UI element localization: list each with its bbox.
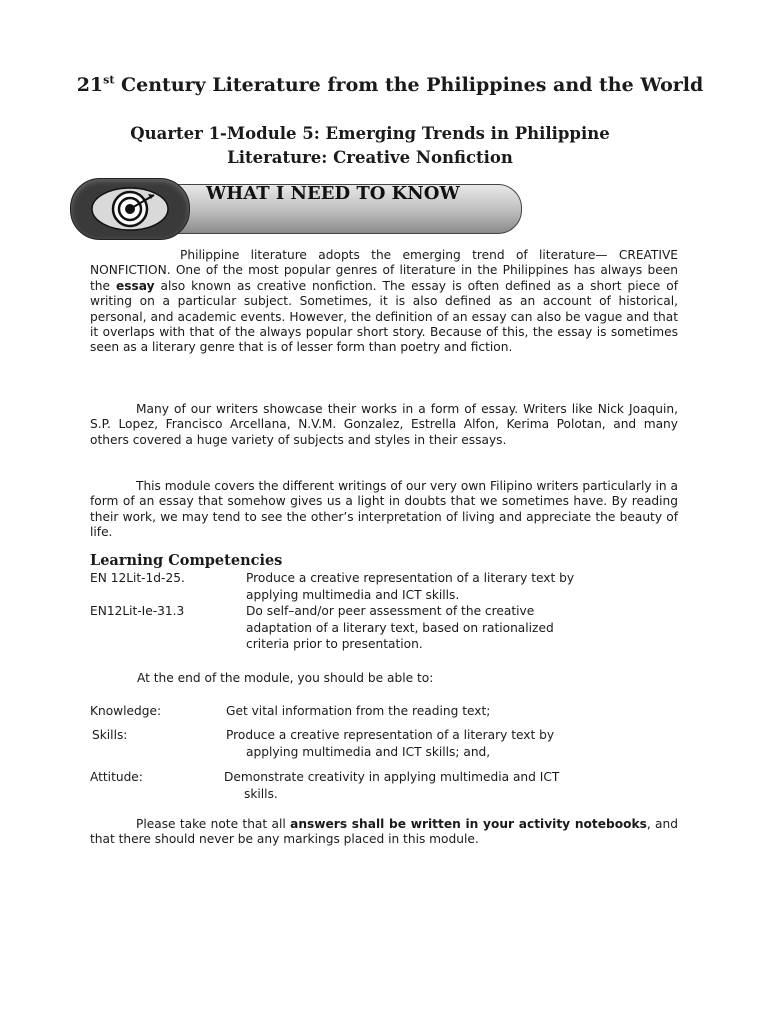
skills-text-line-2: applying multimedia and ICT skills; and, xyxy=(246,745,491,759)
p1-bold-essay: essay xyxy=(115,278,155,293)
competency-line: criteria prior to presentation. xyxy=(246,637,423,651)
banner-badge xyxy=(70,178,190,240)
target-icon xyxy=(88,185,172,233)
intro-paragraph-3 xyxy=(90,479,678,541)
note-bold: answers shall be written in your activity notebooks xyxy=(290,817,647,831)
module-subtitle xyxy=(60,122,680,170)
section-banner xyxy=(70,178,522,238)
p1-text-a: Philippine literature adopts the emerging trend of literature— CREATIVE NONFICTION. One of the most popular genres of literature in the Philippines has always been the xyxy=(90,248,678,293)
competency-line: adaptation of a literary text, based on rationalized xyxy=(246,620,554,635)
competency-line: Produce a creative representation of a literary text by xyxy=(246,571,575,585)
knowledge-text: Get vital information from the reading text; xyxy=(226,704,491,718)
note-text-b: , and that there should never be any markings placed in this module. xyxy=(90,817,678,847)
intro-paragraph-1 xyxy=(90,248,678,356)
document-title xyxy=(60,74,720,97)
competency-description xyxy=(246,570,666,603)
p2-text: Many of our writers showcase their works in a form of essay. Writers like Nick Joaquin, S.P. Lopez, Francisco Arcellana, N.V.M. Gonzalez, Estrella Alfon, Kerima Polotan, and many others covered a huge variety of subjects and styles in their essays. xyxy=(90,402,678,447)
skills-label: Skills: xyxy=(92,728,128,742)
competency-description xyxy=(246,603,666,653)
competency-line: applying multimedia and ICT skills. xyxy=(246,587,460,602)
objectives-intro: At the end of the module, you should be able to: xyxy=(137,671,434,685)
competency-item-2 xyxy=(90,603,690,653)
competency-code: EN12Lit-Ie-31.3 xyxy=(90,604,185,618)
attitude-text-line-1: Demonstrate creativity in applying multimedia and ICT xyxy=(224,770,560,784)
attitude-label: Attitude: xyxy=(90,770,143,784)
intro-paragraph-2 xyxy=(90,402,678,448)
title-superscript: st xyxy=(103,73,115,87)
p3-text: This module covers the different writings of our very own Filipino writers particularly in a form of an essay that somehow gives us a light in doubts that we sometimes have. By reading their work, we may tend to see the other’s interpretation of living and appreciate the beauty of life. xyxy=(90,479,678,540)
title-prefix: 21 xyxy=(76,74,104,96)
closing-note xyxy=(90,817,678,848)
knowledge-label: Knowledge: xyxy=(90,704,162,718)
competency-item-1 xyxy=(90,570,690,604)
competencies-heading: Learning Competencies xyxy=(90,552,283,569)
subtitle-line-2: Literature: Creative Nonfiction xyxy=(227,148,513,167)
p1-text-b: also known as creative nonfiction. The essay is often defined as a short piece of writing on a particular subject. Sometimes, it is also defined as an account of historical, personal, and academic events. However, the definition of an essay can also be vague and that it overlaps with that of the always popular short story. Because of this, the essay is sometimes seen as a literary genre that is of lesser form than poetry and fiction. xyxy=(90,278,678,355)
competency-code: EN 12Lit-1d-25. xyxy=(90,571,185,585)
attitude-text-line-2: skills. xyxy=(244,787,278,801)
title-rest: Century Literature from the Philippines and the World xyxy=(114,74,704,96)
note-text-a: Please take note that all xyxy=(136,817,291,831)
skills-text-line-1: Produce a creative representation of a literary text by xyxy=(226,728,555,742)
competency-line: Do self–and/or peer assessment of the creative xyxy=(246,604,535,618)
subtitle-line-1: Quarter 1-Module 5: Emerging Trends in Philippine xyxy=(130,124,610,143)
banner-label: WHAT I NEED TO KNOW xyxy=(206,183,460,204)
